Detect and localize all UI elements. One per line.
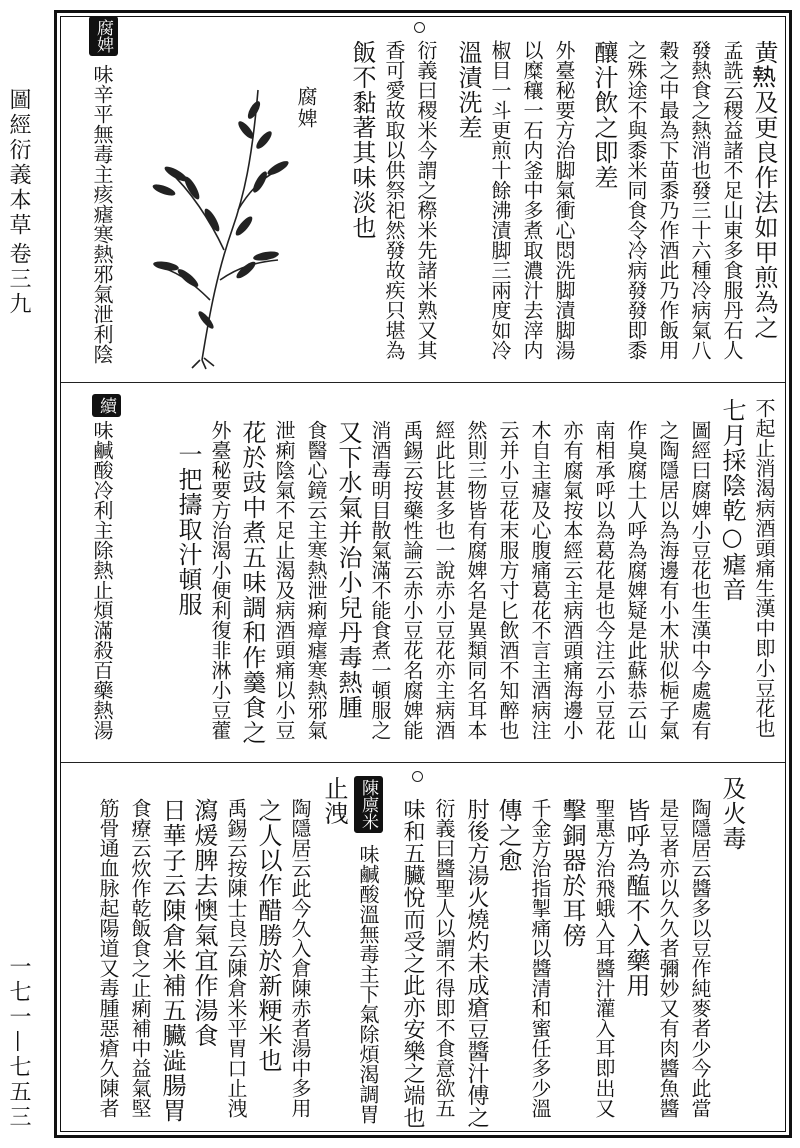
text-column: 陶隱居云此今久入倉陳赤者湯中多用 xyxy=(288,798,312,1118)
text-column: 瀉煖脾去懊氣宜作湯食 xyxy=(190,798,218,1048)
text-column: 黄𤍠及更良作法如甲煎為之 xyxy=(750,40,778,340)
section-circle-marker xyxy=(412,771,423,782)
text-column: 味鹹酸溫無毒主下氣除煩渴調胃 xyxy=(356,844,380,1124)
text-column: 又下水氣并治小兒丹毒熱腫 xyxy=(334,420,362,720)
text-column: 飯不黏著其味淡也 xyxy=(348,40,376,240)
text-column: 禹錫云按藥性論云赤小豆花名腐婢能 xyxy=(400,420,424,740)
text-column: 釀汁飲之即差 xyxy=(590,40,618,190)
text-column: 味和五臟悅而受之此亦安樂之端也 xyxy=(400,798,425,1128)
text-column: 衍義曰稷米今謂之穄米先諸米熟又其 xyxy=(414,40,438,360)
text-column: 穀之中最為下苗黍乃作酒此乃作飯用 xyxy=(656,40,680,360)
text-column: 外臺秘要方治脚氣衝心悶洗脚漬脚湯 xyxy=(552,40,576,360)
book-title: 圖經衍義本草 xyxy=(6,88,31,238)
text-column: 一把擣取汁頓服 xyxy=(174,442,202,617)
text-column: 衍義曰醬聖人以謂不得即不食意欲五 xyxy=(432,798,456,1118)
text-column: 消酒毒明目散氣滿不能食煮一頓服之 xyxy=(368,420,392,740)
text-column: 椒目一斗更煎十餘沸漬脚三兩度如冷 xyxy=(488,40,512,360)
text-column: 之人以作醋勝於新粳米也 xyxy=(254,798,282,1073)
text-column: 木自主瘧及心腹痛葛花不言主酒病注 xyxy=(528,420,552,740)
text-column: 不起止消渴病酒頭痛生漢中即小豆花也 xyxy=(752,398,776,738)
text-column: 經此比甚多也一說赤小豆花亦主病酒 xyxy=(432,420,456,740)
text-column: 禹錫云按陳士良云陳倉米平胃口止洩 xyxy=(224,798,248,1118)
text-column: 陶隱居云醬多以豆作純麥者少今此當 xyxy=(688,798,712,1118)
text-column: 孟詵云稷益諸不足山東多食服丹石人 xyxy=(720,40,744,360)
text-column: 圖經曰腐婢小豆花也生漢中今處處有 xyxy=(688,420,712,740)
text-column: 味辛平無毒主痎瘧寒熱邪氣泄利陰 xyxy=(90,64,114,364)
text-column: 亦有腐氣按本經云主病酒頭痛海邊小 xyxy=(560,420,584,740)
text-column: 之殊途不與黍米同食令冷病發發即黍 xyxy=(624,40,648,360)
page-number: 一七一—七五三 xyxy=(6,955,31,1130)
text-column: 擊銅器於耳傍 xyxy=(558,798,586,948)
section-divider-2 xyxy=(61,762,785,763)
text-column: 云并小豆花末服方寸匕飲酒不知醉也 xyxy=(496,420,520,740)
text-column: 香可愛故取以供祭祀然發故疾只堪為 xyxy=(382,40,406,360)
text-column: 味鹹酸冷利主除熱止煩滿殺百藥熱湯 xyxy=(90,420,114,740)
text-column: 溫漬洗差 xyxy=(454,40,482,140)
entry-badge: 腐婢 xyxy=(89,16,118,56)
plant-caption: 腐婢 xyxy=(294,86,318,130)
section-circle-marker xyxy=(414,22,425,33)
text-column: 肘後方湯火燒灼未成瘡豆醬汁傅之 xyxy=(464,798,489,1128)
text-column: 千金方治指掣痛以醬清和蜜任多少溫 xyxy=(528,798,552,1118)
text-column: 發熱食之熱消也發三十六種冷病氣八 xyxy=(688,40,712,360)
entry-badge: 續 xyxy=(92,394,121,417)
text-column: 外臺秘要方治渴小便利復非淋小豆藿 xyxy=(208,420,232,740)
text-column: 皆呼為醢不入藥用 xyxy=(622,798,650,998)
text-column: 花於豉中煮五味調和作羹食之 xyxy=(238,420,266,745)
text-column: 日華子云陳倉米補五臟澁腸胃 xyxy=(158,798,186,1123)
section-divider-1 xyxy=(61,382,785,383)
volume-label: 卷三九 xyxy=(6,242,31,317)
text-column: 食療云炊作乾飯食之止痢補中益氣堅 xyxy=(128,798,152,1118)
entry-badge: 陳廪米 xyxy=(354,776,383,833)
text-column: 作臭腐土人呼為腐婢疑是此蘇恭云山 xyxy=(624,420,648,740)
text-column: 食醫心鏡云主寒熱泄痢瘴瘧寒熱邪氣 xyxy=(304,420,328,740)
text-column: 及火毒 xyxy=(718,776,746,851)
text-column: 七月採陰乾○瘧音 xyxy=(718,398,746,602)
text-column: 然則三物皆有腐婢名是異類同名耳本 xyxy=(464,420,488,740)
plant-illustration xyxy=(140,70,300,370)
text-column: 筋骨通血脉起陽道又毒腫惡瘡久陳者 xyxy=(96,798,120,1118)
text-column: 傳之愈 xyxy=(494,798,522,873)
text-column: 聖惠方治飛蛾入耳醬汁灌入耳即出又 xyxy=(592,798,616,1118)
text-column: 以糜穰一石内釜中多煮取濃汁去滓内 xyxy=(520,40,544,360)
text-column: 止洩 xyxy=(320,776,348,826)
text-column: 泄痢陰氣不足止渴及病酒頭痛以小豆 xyxy=(272,420,296,740)
text-column: 南相承呼以為葛花是也今注云小豆花 xyxy=(592,420,616,740)
text-column: 是豆者亦以久久者彌妙又有肉醬魚醬 xyxy=(656,798,680,1118)
text-column: 之陶隱居以為海邊有小木狀似梔子氣 xyxy=(656,420,680,740)
